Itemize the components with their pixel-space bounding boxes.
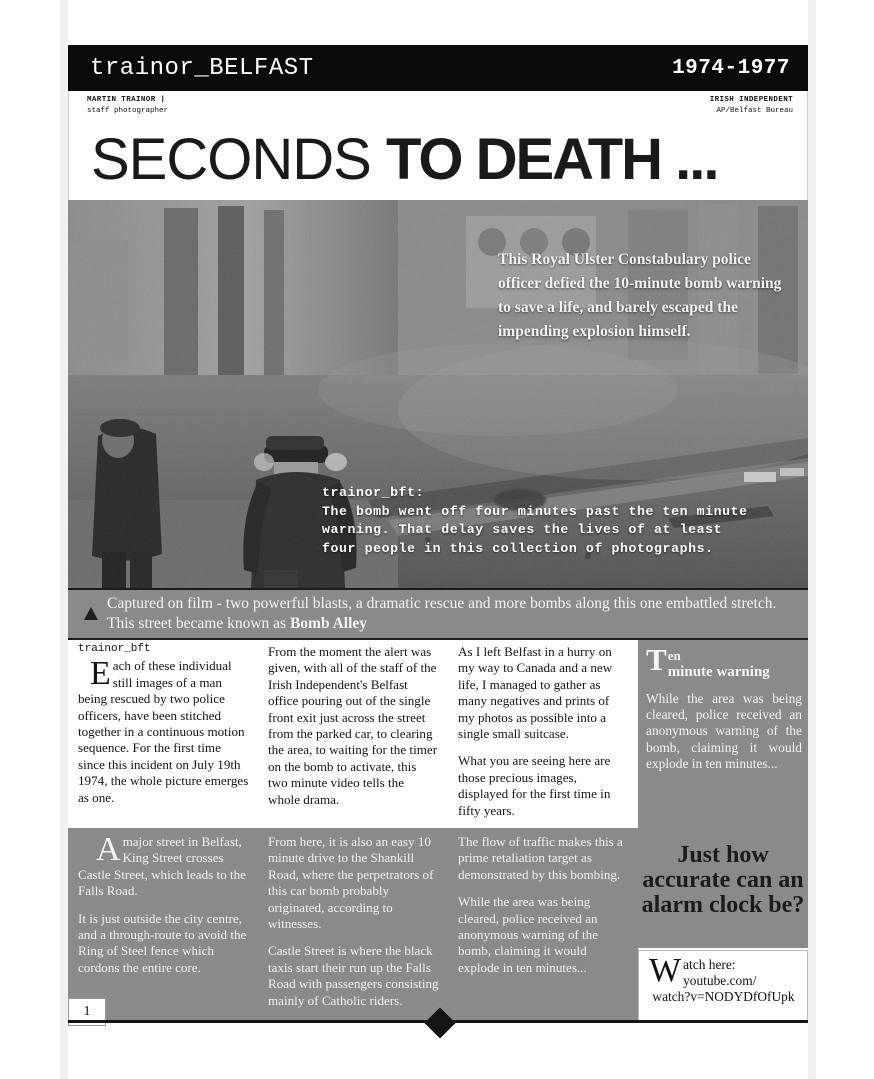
headline-heavy: TO DEATH ... xyxy=(385,127,718,192)
photo-caption-bar xyxy=(68,588,808,640)
byline-strip xyxy=(68,91,808,120)
column-1 xyxy=(68,640,258,828)
paragraph: It is just outside the city centre, and a through-route to avoid the Ring of Steel fence which cordons the entire core. xyxy=(78,910,247,975)
paragraph: From here, it is also an easy 10 minute drive to the Shankill Road, where the perpetrators of this car bomb probably originated, according to witnesses. xyxy=(268,834,434,932)
column-4 xyxy=(68,828,258,1022)
byline-photographer-role: staff photographer xyxy=(87,106,169,115)
paragraph: What you are seeing here are those precious images, displayed for the first time in fifty years. xyxy=(458,753,611,818)
left-gutter xyxy=(60,0,68,1079)
byline-photographer xyxy=(87,95,168,117)
masthead xyxy=(68,45,808,91)
watch-link-inner xyxy=(643,952,804,1005)
photo-caption-text xyxy=(107,594,794,634)
byline-photographer-name: MARTIN TRAINOR | xyxy=(87,95,166,104)
sidebar-warning-title xyxy=(646,642,802,681)
sidebar-title-line1: en xyxy=(667,648,681,663)
sidebar-dropcap: T xyxy=(646,642,667,677)
paragraph: From the moment the alert was given, with all of the staff of the Irish Independent's Belfast office pouring out of the single front exit just across the street from the parked car, to clearing the area, to waiting for the timer on the bomb to activate, this two minute video tells the whole drama. xyxy=(268,644,438,807)
caption-plain: Captured on film - two powerful blasts, a dramatic rescue and more bombs along this one embattled stretch. This street became known as xyxy=(107,595,777,632)
watch-link-box[interactable] xyxy=(638,950,808,1022)
lead-photograph xyxy=(68,200,808,588)
triangle-up-icon xyxy=(84,607,98,620)
watch-url-part1: youtube.com/ xyxy=(683,973,757,988)
right-gutter xyxy=(808,0,816,1079)
paragraph: Castle Street is where the black taxis start their run up the Falls Road with passengers consisting mainly of Catholic riders. xyxy=(268,943,439,1008)
column-5 xyxy=(258,828,448,1022)
watch-url-part2: watch?v=NODYDfOfUpk xyxy=(652,989,795,1004)
bottom-column-group xyxy=(68,828,638,1022)
sidebar-warning-body: While the area was being cleared, police received an anonymous warning of the bomb, claiming it would explode in ten minutes... xyxy=(646,691,802,771)
article-body xyxy=(68,640,808,1022)
masthead-date-range: 1974-1977 xyxy=(672,56,790,80)
paragraph: The flow of traffic makes this a prime retaliation target as demonstrated by this bombing. xyxy=(458,834,623,882)
sidebar xyxy=(638,640,808,1022)
paragraph: As I left Belfast in a hurry on my way to Canada and a new life, I managed to gather as many negatives and prints of my photos as possible into a single small suitcase. xyxy=(458,644,613,742)
sidebar-warning-box xyxy=(638,640,808,812)
sidebar-title-line2: minute warning xyxy=(667,664,770,680)
byline-bureau: AP/Belfast Bureau xyxy=(716,106,793,115)
photo-overlay-caption: This Royal Ulster Constabulary police officer defied the 10-minute bomb warning to save a life, and barely escaped the impending explosion himself. xyxy=(498,251,782,340)
column-2 xyxy=(258,640,448,828)
watch-dropcap: W xyxy=(649,952,682,989)
headline-light: SECONDS xyxy=(91,127,386,192)
column-6 xyxy=(448,828,638,1022)
sidebar-pull-quote xyxy=(638,812,808,948)
masthead-title: trainor_BELFAST xyxy=(90,54,314,82)
column-handle: trainor_bft xyxy=(78,643,151,655)
headline-band xyxy=(68,120,808,200)
pull-quote-text: Just how accurate can an alarm clock be? xyxy=(641,841,805,918)
photo-note-handle: trainor_bft: xyxy=(322,485,425,500)
watch-label: atch here: xyxy=(683,957,736,972)
paragraph: Amajor street in Belfast, King Street crosses Castle Street, which leads to the Falls Road. xyxy=(78,831,246,899)
top-column-group xyxy=(68,640,638,828)
column-3 xyxy=(448,640,638,828)
caption-bold: Bomb Alley xyxy=(289,615,368,632)
page-number: 1 xyxy=(68,998,106,1026)
page-title xyxy=(91,127,718,192)
photo-note-body: The bomb went off four minutes past the ten minute warning. That delay saves the lives of at least four people in this collection of photographs. xyxy=(322,503,748,556)
byline-publication-name: IRISH INDEPENDENT xyxy=(709,95,793,104)
paragraph: Each of these individual still images of a man being rescued by two police officers, have been stitched together in a continuous motion sequence. For the first time since this incident on July 19th 1974, the whole picture emerges as one. xyxy=(78,655,249,805)
paragraph: While the area was being cleared, police received an anonymous warning of the bomb, claiming it would explode in ten minutes... xyxy=(458,894,599,975)
photo-overlay-note xyxy=(322,484,752,558)
byline-publication xyxy=(710,95,793,117)
